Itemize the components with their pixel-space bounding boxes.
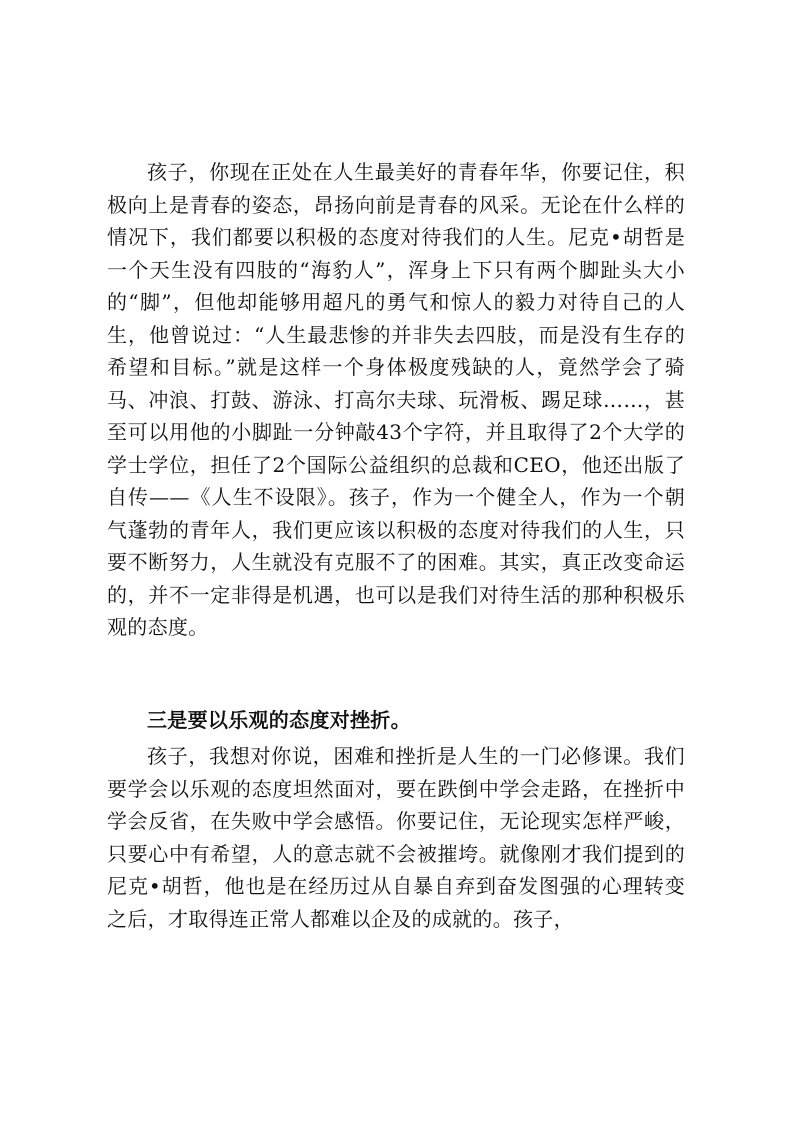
body-paragraph-2: 孩子，我想对你说，困难和挫折是人生的一门必修课。我们要学会以乐观的态度坦然面对，要在跌倒中学会走路，在挫折中学会反省，在失败中学会感悟。你要记住，无论现实怎样严峻，只要心中有希望，人的意志就不会被摧垮。就像刚才我们提到的尼克•胡哲，他也是在经历过从自暴自弃到奋发图强的心理转变之后，才取得连正常人都难以企及的成就的。孩子， <box>107 744 685 931</box>
body-paragraph-1: 孩子，你现在正处在人生最美好的青春年华，你要记住，积极向上是青春的姿态，昂扬向前是青春的风采。无论在什么样的情况下，我们都要以积极的态度对待我们的人生。尼克•胡哲是一个天生没有四肢的“海豹人”，浑身上下只有两个脚趾头大小的“脚”，但他却能够用超凡的勇气和惊人的毅力对待自己的人生，他曾说过：“人生最悲惨的并非失去四肢，而是没有生存的希望和目标。”就是这样一个身体极度残缺的人，竟然学会了骑马、冲浪、打鼓、游泳、打高尔夫球、玩滑板、踢足球……，甚至可以用他的小脚趾一分钟敲43个字符，并且取得了2个大学的学士学位，担任了2个国际公益组织的总裁和CEO，他还出版了自传——《人生不设限》。孩子，作为一个健全人，作为一个朝气蓬勃的青年人，我们更应该以积极的态度对待我们的人生，只要不断努力，人生就没有克服不了的困难。其实，真正改变命运的，并不一定非得是机遇，也可以是我们对待生活的那种积极乐观的态度。 <box>107 160 685 639</box>
section-heading: 三是要以乐观的态度对挫折。 <box>147 708 411 732</box>
